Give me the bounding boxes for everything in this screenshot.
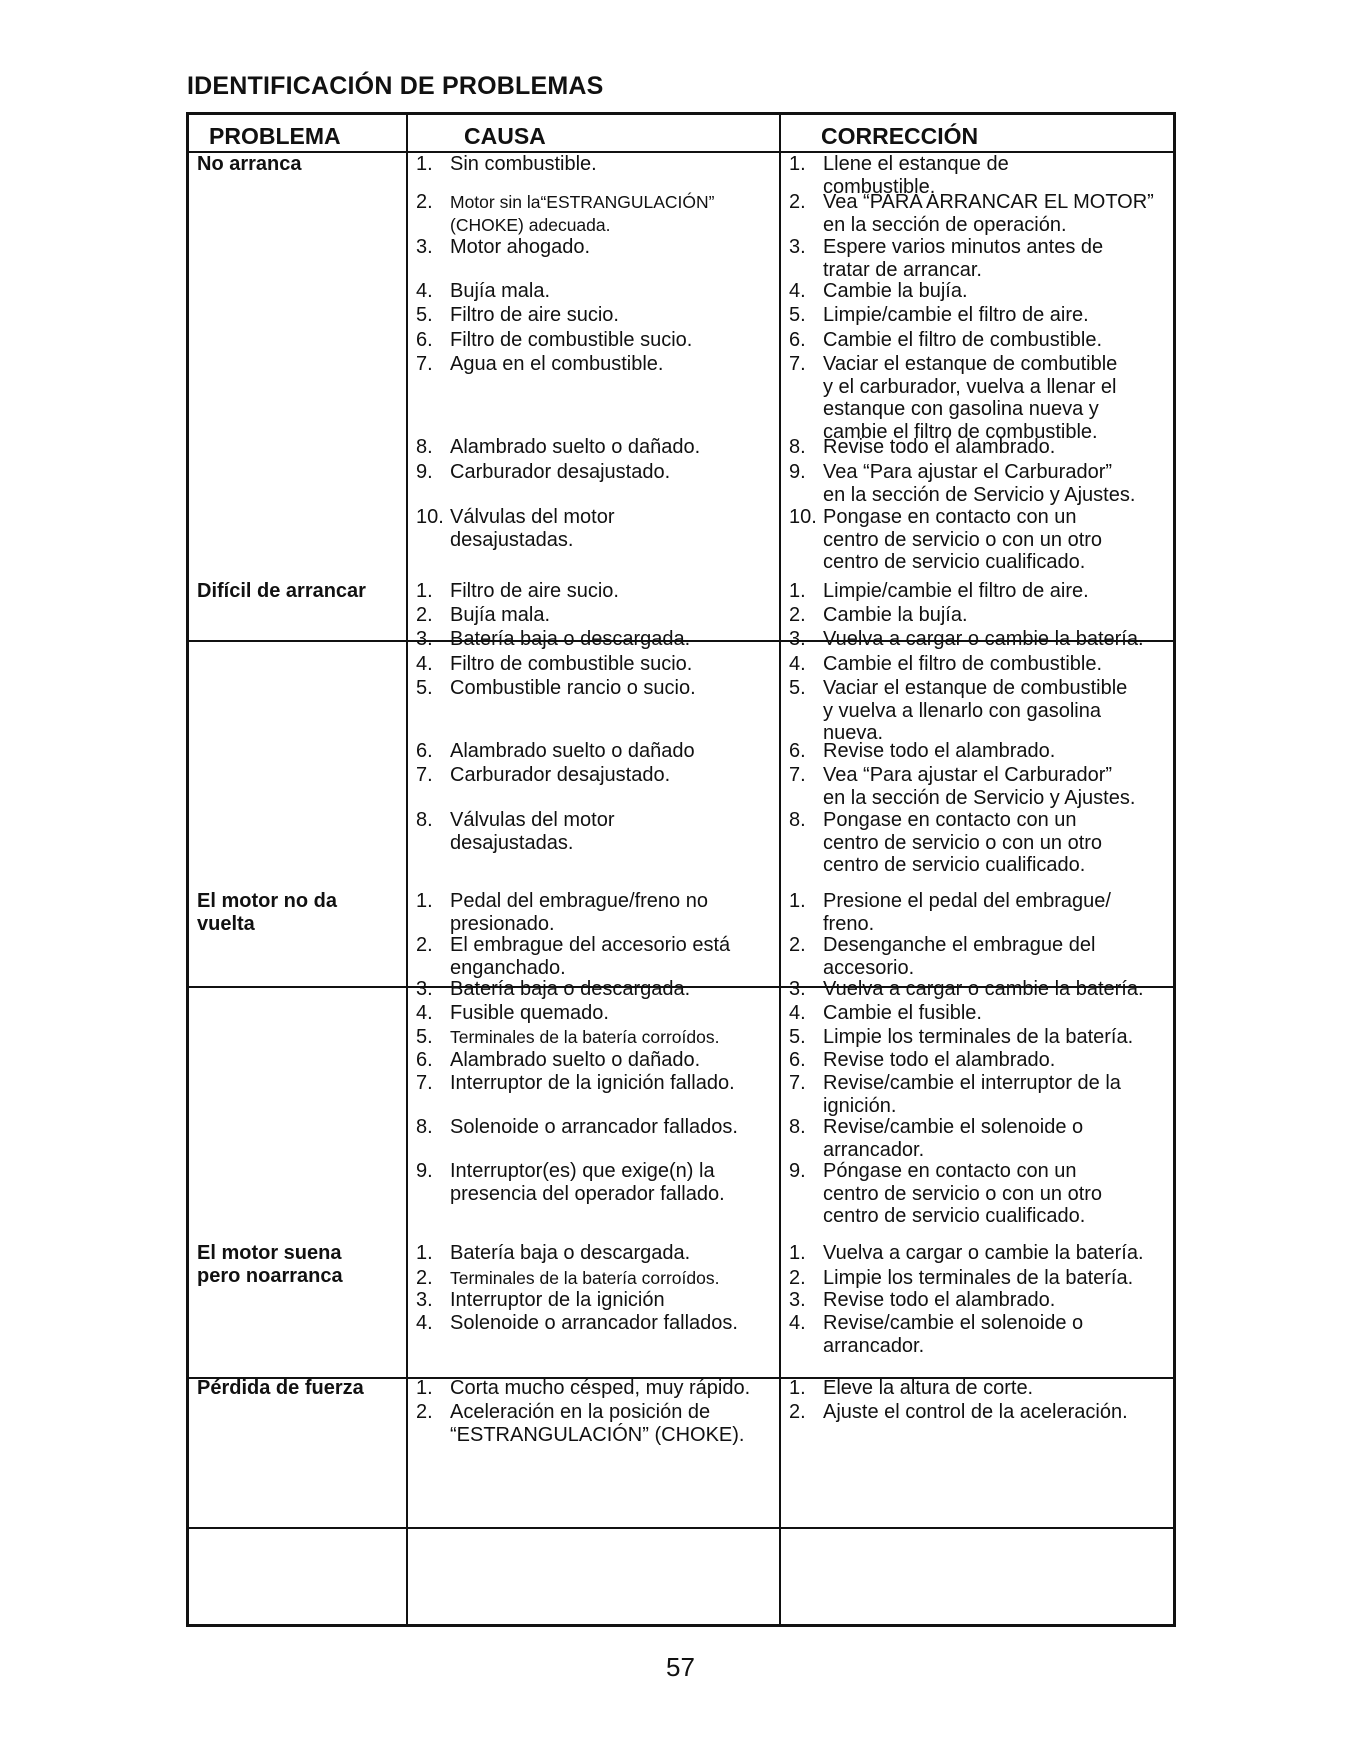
item-text: Solenoide o arrancador fallados. (450, 1312, 738, 1334)
cause-item (416, 1116, 776, 1139)
correction-item (789, 1242, 1174, 1265)
correction-item (789, 353, 1174, 443)
item-number: 6. (416, 1049, 433, 1071)
item-number: 5. (789, 677, 806, 699)
item-number: 3. (789, 978, 806, 1000)
row-divider-4 (189, 1527, 1173, 1529)
correction-item (789, 628, 1174, 651)
correction-item (789, 1049, 1174, 1072)
correction-item (789, 604, 1174, 627)
item-number: 3. (789, 1289, 806, 1311)
item-text: Alambrado suelto o dañado. (450, 436, 701, 458)
item-text: Desenganche el embrague del accesorio. (823, 934, 1096, 979)
cause-item (416, 628, 776, 651)
item-text: Cambie el filtro de combustible. (823, 653, 1103, 675)
item-text: Limpie/cambie el filtro de aire. (823, 580, 1089, 602)
correction-item (789, 934, 1174, 979)
item-number: 7. (789, 1072, 806, 1094)
item-text: Revise/cambie el solenoide o arrancador. (823, 1312, 1084, 1357)
cause-item (416, 280, 776, 303)
item-text: Motor ahogado. (450, 236, 591, 258)
item-text: Ajuste el control de la aceleración. (823, 1401, 1128, 1423)
item-number: 1. (416, 1377, 433, 1399)
problem-label: El motor suena pero noarranca (197, 1242, 343, 1287)
item-number: 8. (789, 809, 806, 831)
item-text: Alambrado suelto o dañado. (450, 1049, 701, 1071)
column-divider-1 (406, 115, 408, 1624)
cause-item (416, 236, 776, 259)
item-number: 10. (416, 506, 444, 528)
item-text: Batería baja o descargada. (450, 1242, 691, 1264)
cause-item (416, 978, 776, 1001)
item-text: Pedal del embrague/freno no presionado. (450, 890, 708, 935)
item-number: 2. (789, 1267, 806, 1289)
item-text: Vuelva a cargar o cambie la batería. (823, 978, 1144, 1000)
correction-item (789, 304, 1174, 327)
item-number: 6. (416, 329, 433, 351)
item-text: Pongase en contacto con un centro de servicio o con un otro centro de servicio cualificado. (823, 506, 1103, 573)
item-text: Espere varios minutos antes de tratar de arrancar. (823, 236, 1104, 281)
item-text: Carburador desajustado. (450, 764, 671, 786)
item-number: 5. (416, 304, 433, 326)
item-text: Batería baja o descargada. (450, 628, 691, 650)
cause-item (416, 604, 776, 627)
item-number: 10. (789, 506, 817, 528)
troubleshooting-table (186, 112, 1176, 1627)
cause-item (416, 191, 776, 236)
item-number: 5. (789, 1026, 806, 1048)
item-text: Filtro de aire sucio. (450, 580, 619, 602)
header-correction: CORRECCIÓN (821, 123, 979, 149)
item-number: 2. (789, 1401, 806, 1423)
item-text: Revise todo el alambrado. (823, 1049, 1056, 1071)
item-text: Agua en el combustible. (450, 353, 664, 375)
correction-item (789, 677, 1174, 745)
item-number: 5. (416, 677, 433, 699)
cause-item (416, 153, 776, 176)
cause-item (416, 677, 776, 700)
item-text: Vea “Para ajustar el Carburador” en la sección de Servicio y Ajustes. (823, 764, 1136, 809)
item-text: Carburador desajustado. (450, 461, 671, 483)
item-number: 3. (789, 236, 806, 258)
item-number: 2. (789, 604, 806, 626)
problem-label: No arranca (197, 153, 302, 175)
cause-item (416, 506, 776, 551)
item-number: 5. (789, 304, 806, 326)
item-text: Póngase en contacto con un centro de servicio o con un otro centro de servicio cualificado. (823, 1160, 1103, 1227)
cause-item (416, 1401, 776, 1446)
item-number: 9. (789, 1160, 806, 1182)
item-text: Alambrado suelto o dañado (450, 740, 695, 762)
item-number: 2. (416, 1267, 433, 1289)
cause-item (416, 1312, 776, 1335)
header-problem: PROBLEMA (209, 123, 341, 149)
item-text: Revise todo el alambrado. (823, 1289, 1056, 1311)
cause-item (416, 740, 776, 763)
problem-label: Pérdida de fuerza (197, 1377, 364, 1399)
item-text: Revise/cambie el solenoide o arrancador. (823, 1116, 1084, 1161)
item-text: Solenoide o arrancador fallados. (450, 1116, 738, 1138)
cause-item (416, 1026, 776, 1049)
item-text: Vuelva a cargar o cambie la batería. (823, 1242, 1144, 1264)
item-number: 2. (789, 191, 806, 213)
item-text: Vaciar el estanque de combustible y vuelva a llenarlo con gasolina nueva. (823, 677, 1128, 744)
cause-item (416, 461, 776, 484)
item-number: 7. (416, 1072, 433, 1094)
cause-item (416, 764, 776, 787)
item-text: Limpie/cambie el filtro de aire. (823, 304, 1089, 326)
item-number: 1. (789, 1242, 806, 1264)
item-text: Filtro de aire sucio. (450, 304, 619, 326)
item-text: Terminales de la batería corroídos. (450, 1027, 720, 1047)
item-number: 1. (416, 153, 433, 175)
correction-item (789, 506, 1174, 574)
item-text: Limpie los terminales de la batería. (823, 1026, 1134, 1048)
page-number: 57 (666, 1652, 695, 1682)
cause-item (416, 1289, 776, 1312)
item-number: 4. (416, 1312, 433, 1334)
item-text: Bujía mala. (450, 604, 551, 626)
item-text: Sin combustible. (450, 153, 597, 175)
item-number: 2. (416, 604, 433, 626)
cause-item (416, 353, 776, 376)
problem-label: El motor no da vuelta (197, 890, 337, 935)
correction-item (789, 890, 1174, 935)
correction-item (789, 1072, 1174, 1117)
cause-item (416, 1002, 776, 1025)
item-text: Revise todo el alambrado. (823, 740, 1056, 762)
correction-item (789, 1267, 1174, 1290)
cause-item (416, 580, 776, 603)
item-text: Pongase en contacto con un centro de servicio o con un otro centro de servicio cualificado. (823, 809, 1103, 876)
correction-item (789, 1377, 1174, 1400)
item-text: Vea “PARA ARRANCAR EL MOTOR” en la sección de operación. (823, 191, 1154, 236)
cause-item (416, 329, 776, 352)
item-number: 3. (416, 236, 433, 258)
problem-label: Difícil de arrancar (197, 580, 366, 602)
item-number: 4. (416, 280, 433, 302)
correction-item (789, 1312, 1174, 1357)
item-number: 1. (789, 1377, 806, 1399)
item-text: Combustible rancio o sucio. (450, 677, 696, 699)
item-number: 5. (416, 1026, 433, 1048)
item-text: Motor sin la“ESTRANGULACIÓN” (CHOKE) adecuada. (450, 192, 715, 235)
cause-item (416, 653, 776, 676)
item-number: 4. (789, 280, 806, 302)
item-number: 8. (416, 809, 433, 831)
column-divider-2 (779, 115, 781, 1624)
item-number: 2. (789, 934, 806, 956)
item-number: 1. (416, 890, 433, 912)
item-text: Revise todo el alambrado. (823, 436, 1056, 458)
correction-item (789, 280, 1174, 303)
correction-item (789, 1289, 1174, 1312)
item-text: Revise/cambie el interruptor de la ignición. (823, 1072, 1121, 1117)
item-number: 9. (416, 1160, 433, 1182)
item-number: 3. (789, 628, 806, 650)
page-title: IDENTIFICACIÓN DE PROBLEMAS (187, 72, 604, 100)
correction-item (789, 191, 1174, 236)
item-number: 1. (416, 580, 433, 602)
correction-item (789, 1002, 1174, 1025)
item-number: 3. (416, 978, 433, 1000)
item-text: Filtro de combustible sucio. (450, 653, 693, 675)
item-number: 6. (789, 740, 806, 762)
item-text: Fusible quemado. (450, 1002, 609, 1024)
correction-item (789, 1401, 1174, 1424)
item-number: 8. (416, 436, 433, 458)
cause-item (416, 436, 776, 459)
item-number: 3. (416, 628, 433, 650)
correction-item (789, 653, 1174, 676)
item-text: Vea “Para ajustar el Carburador” en la sección de Servicio y Ajustes. (823, 461, 1136, 506)
item-number: 6. (416, 740, 433, 762)
item-number: 7. (416, 353, 433, 375)
item-text: Llene el estanque de combustible. (823, 153, 1009, 198)
item-number: 6. (789, 1049, 806, 1071)
item-number: 4. (789, 1002, 806, 1024)
correction-item (789, 580, 1174, 603)
item-number: 2. (416, 1401, 433, 1423)
item-number: 7. (789, 764, 806, 786)
item-number: 7. (416, 764, 433, 786)
cause-item (416, 1242, 776, 1265)
item-text: Interruptor(es) que exige(n) la presencia del operador fallado. (450, 1160, 725, 1205)
item-text: Vaciar el estanque de combutible y el carburador, vuelva a llenar el estanque con gasolina nueva y cambie el filtro de combustible. (823, 353, 1118, 443)
correction-item (789, 329, 1174, 352)
cause-item (416, 1377, 776, 1400)
item-number: 8. (416, 1116, 433, 1138)
correction-item (789, 740, 1174, 763)
item-number: 4. (416, 653, 433, 675)
cause-item (416, 304, 776, 327)
correction-item (789, 809, 1174, 877)
item-text: Válvulas del motor desajustadas. (450, 809, 615, 854)
item-number: 2. (416, 934, 433, 956)
item-text: Cambie la bujía. (823, 604, 968, 626)
item-number: 9. (789, 461, 806, 483)
item-text: Interruptor de la ignición (450, 1289, 665, 1311)
item-number: 9. (416, 461, 433, 483)
item-number: 4. (789, 653, 806, 675)
cause-item (416, 934, 776, 979)
item-number: 1. (789, 580, 806, 602)
cause-item (416, 1072, 776, 1095)
item-number: 1. (416, 1242, 433, 1264)
item-text: Corta mucho césped, muy rápido. (450, 1377, 751, 1399)
cause-item (416, 1049, 776, 1072)
item-text: Terminales de la batería corroídos. (450, 1268, 720, 1288)
cause-item (416, 1160, 776, 1205)
item-number: 4. (789, 1312, 806, 1334)
item-number: 4. (416, 1002, 433, 1024)
item-number: 1. (789, 153, 806, 175)
item-number: 3. (416, 1289, 433, 1311)
cause-item (416, 809, 776, 854)
item-number: 6. (789, 329, 806, 351)
item-text: Cambie el filtro de combustible. (823, 329, 1103, 351)
item-text: Filtro de combustible sucio. (450, 329, 693, 351)
item-text: Batería baja o descargada. (450, 978, 691, 1000)
correction-item (789, 436, 1174, 459)
item-text: Eleve la altura de corte. (823, 1377, 1034, 1399)
item-text: Aceleración en la posición de “ESTRANGULACIÓN” (CHOKE). (450, 1401, 745, 1446)
item-number: 2. (416, 191, 433, 213)
correction-item (789, 461, 1174, 506)
item-number: 1. (789, 890, 806, 912)
correction-item (789, 1026, 1174, 1049)
correction-item (789, 764, 1174, 809)
item-text: Vuelva a cargar o cambie la batería. (823, 628, 1144, 650)
cause-item (416, 890, 776, 935)
cause-item (416, 1267, 776, 1290)
item-text: El embrague del accesorio está enganchado. (450, 934, 731, 979)
correction-item (789, 1116, 1174, 1161)
item-text: Cambie el fusible. (823, 1002, 982, 1024)
item-number: 8. (789, 1116, 806, 1138)
header-cause: CAUSA (464, 123, 546, 149)
item-text: Válvulas del motor desajustadas. (450, 506, 615, 551)
correction-item (789, 236, 1174, 281)
item-text: Bujía mala. (450, 280, 551, 302)
item-text: Interruptor de la ignición fallado. (450, 1072, 735, 1094)
item-number: 7. (789, 353, 806, 375)
item-number: 8. (789, 436, 806, 458)
item-text: Limpie los terminales de la batería. (823, 1267, 1134, 1289)
correction-item (789, 978, 1174, 1001)
item-text: Cambie la bujía. (823, 280, 968, 302)
correction-item (789, 1160, 1174, 1228)
item-text: Presione el pedal del embrague/ freno. (823, 890, 1111, 935)
